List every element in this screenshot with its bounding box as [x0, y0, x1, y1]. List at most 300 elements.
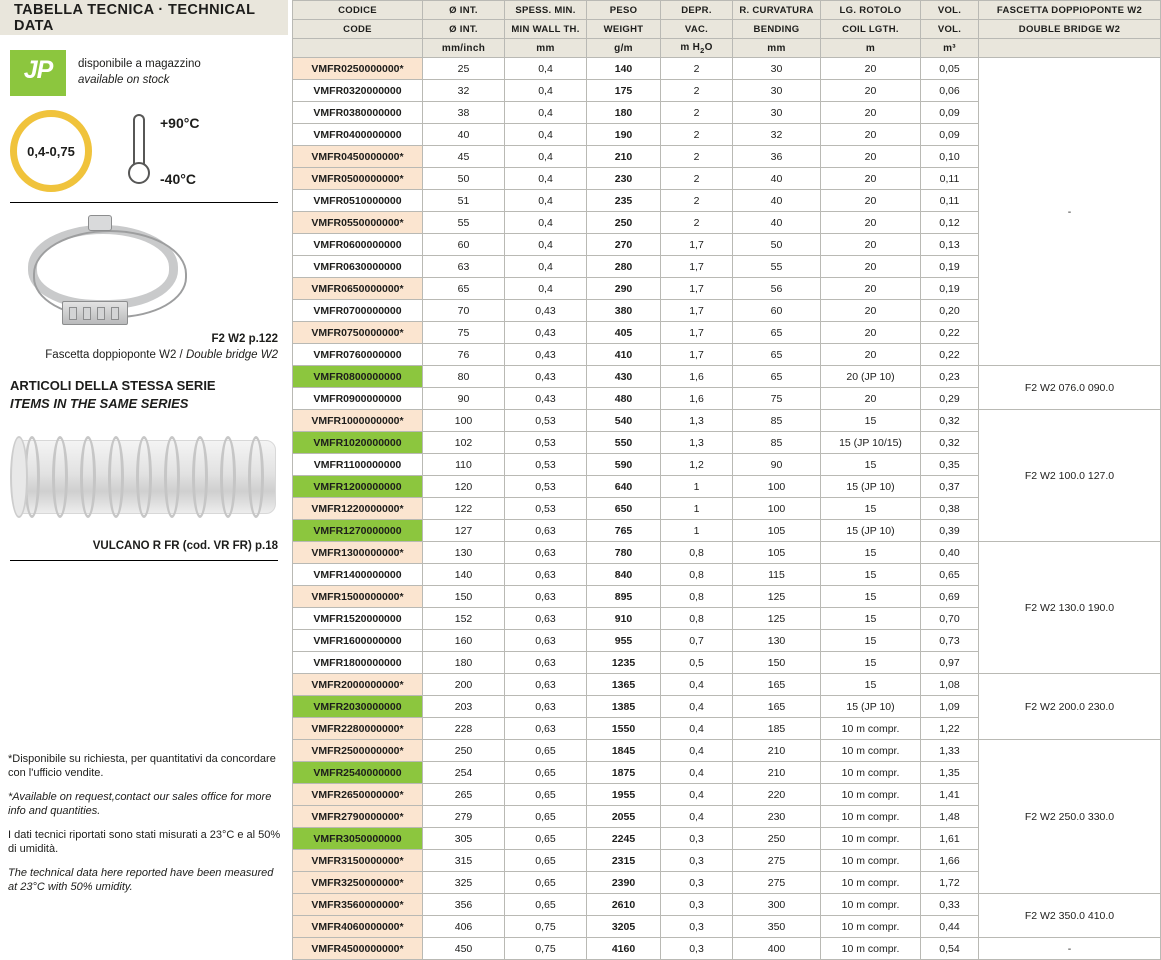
col-header-it-2: SPESS. MIN.	[505, 1, 587, 20]
cell-inner-diameter: 122	[423, 498, 505, 520]
cell-wall-thickness: 0,65	[505, 784, 587, 806]
cell-vacuum: 1,7	[661, 234, 733, 256]
cell-volume: 0,06	[921, 80, 979, 102]
cell-wall-thickness: 0,4	[505, 58, 587, 80]
cell-wall-thickness: 0,53	[505, 476, 587, 498]
cell-inner-diameter: 51	[423, 190, 505, 212]
cell-coil-length: 10 m compr.	[821, 762, 921, 784]
clamp-caption	[0, 331, 278, 363]
col-header-unit-5: mm	[733, 39, 821, 58]
cell-inner-diameter: 250	[423, 740, 505, 762]
cell-code: VMFR2280000000*	[293, 718, 423, 740]
cell-coil-length: 20	[821, 58, 921, 80]
col-header-unit-8	[979, 39, 1161, 58]
footnote-2: *Available on request,contact our sales office for more info and quantities.	[8, 790, 272, 818]
cell-volume: 0,38	[921, 498, 979, 520]
cell-vacuum: 1,6	[661, 366, 733, 388]
cell-bending-radius: 36	[733, 146, 821, 168]
series-heading	[10, 377, 288, 412]
table-row	[293, 938, 1161, 960]
cell-coil-length: 15	[821, 410, 921, 432]
cell-inner-diameter: 315	[423, 850, 505, 872]
cell-volume: 0,70	[921, 608, 979, 630]
cell-inner-diameter: 356	[423, 894, 505, 916]
cell-vacuum: 0,5	[661, 652, 733, 674]
cell-code: VMFR1400000000	[293, 564, 423, 586]
cell-bending-radius: 100	[733, 476, 821, 498]
cell-weight: 3205	[587, 916, 661, 938]
cell-volume: 0,11	[921, 168, 979, 190]
cell-code: VMFR3250000000*	[293, 872, 423, 894]
cell-coil-length: 20	[821, 212, 921, 234]
col-header-unit-0	[293, 39, 423, 58]
cell-code: VMFR0630000000	[293, 256, 423, 278]
cell-weight: 1385	[587, 696, 661, 718]
col-header-unit-1: mm/inch	[423, 39, 505, 58]
cell-wall-thickness: 0,63	[505, 520, 587, 542]
cell-code: VMFR0320000000	[293, 80, 423, 102]
col-header-unit-3: g/m	[587, 39, 661, 58]
cell-code: VMFR1200000000	[293, 476, 423, 498]
col-header-en-5: BENDING	[733, 20, 821, 39]
cell-bending-radius: 65	[733, 322, 821, 344]
col-header-en-7: VOL.	[921, 20, 979, 39]
cell-inner-diameter: 406	[423, 916, 505, 938]
cell-inner-diameter: 140	[423, 564, 505, 586]
cell-code: VMFR2650000000*	[293, 784, 423, 806]
clamp-caption-en: Double bridge W2	[185, 349, 278, 362]
cell-bending-radius: 65	[733, 344, 821, 366]
cell-wall-thickness: 0,4	[505, 278, 587, 300]
cell-wall-thickness: 0,53	[505, 432, 587, 454]
table-head	[293, 1, 1161, 58]
cell-weight: 955	[587, 630, 661, 652]
cell-inner-diameter: 65	[423, 278, 505, 300]
cell-coil-length: 10 m compr.	[821, 916, 921, 938]
cell-coil-length: 15 (JP 10/15)	[821, 432, 921, 454]
cell-coil-length: 15	[821, 564, 921, 586]
cell-volume: 0,19	[921, 278, 979, 300]
panel-title-bar	[0, 0, 288, 38]
col-header-it-6: LG. ROTOLO	[821, 1, 921, 20]
cell-weight: 280	[587, 256, 661, 278]
cell-inner-diameter: 50	[423, 168, 505, 190]
cell-wall-thickness: 0,63	[505, 542, 587, 564]
cell-weight: 410	[587, 344, 661, 366]
col-header-en-6: COIL LGTH.	[821, 20, 921, 39]
cell-volume: 0,23	[921, 366, 979, 388]
cell-wall-thickness: 0,4	[505, 256, 587, 278]
cell-wall-thickness: 0,75	[505, 938, 587, 960]
cell-vacuum: 1,3	[661, 432, 733, 454]
cell-coil-length: 20	[821, 300, 921, 322]
cell-wall-thickness: 0,65	[505, 806, 587, 828]
table-row	[293, 542, 1161, 564]
cell-weight: 1550	[587, 718, 661, 740]
cell-volume: 1,41	[921, 784, 979, 806]
cell-code: VMFR4060000000*	[293, 916, 423, 938]
cell-bending-radius: 56	[733, 278, 821, 300]
cell-vacuum: 1,7	[661, 344, 733, 366]
cell-weight: 230	[587, 168, 661, 190]
cell-weight: 650	[587, 498, 661, 520]
cell-weight: 780	[587, 542, 661, 564]
cell-vacuum: 0,3	[661, 894, 733, 916]
cell-bending-radius: 40	[733, 168, 821, 190]
cell-vacuum: 1	[661, 498, 733, 520]
cell-coil-length: 20	[821, 322, 921, 344]
technical-table	[292, 0, 1161, 960]
cell-inner-diameter: 25	[423, 58, 505, 80]
cell-weight: 290	[587, 278, 661, 300]
cell-bending-radius: 30	[733, 80, 821, 102]
clamp-caption-it: Fascetta doppioponte W2 /	[45, 349, 183, 362]
cell-inner-diameter: 32	[423, 80, 505, 102]
cell-bending-radius: 32	[733, 124, 821, 146]
cell-bending-radius: 40	[733, 190, 821, 212]
cell-vacuum: 0,8	[661, 586, 733, 608]
table-row	[293, 410, 1161, 432]
cell-wall-thickness: 0,4	[505, 80, 587, 102]
clamp-caption-code: F2 W2 p.122	[211, 333, 278, 345]
thermometer-icon	[126, 114, 152, 188]
cell-coil-length: 15	[821, 652, 921, 674]
cell-volume: 0,40	[921, 542, 979, 564]
cell-wall-thickness: 0,65	[505, 740, 587, 762]
cell-code: VMFR1100000000	[293, 454, 423, 476]
cell-coil-length: 10 m compr.	[821, 806, 921, 828]
cell-coil-length: 20	[821, 146, 921, 168]
cell-bending-radius: 65	[733, 366, 821, 388]
cell-wall-thickness: 0,53	[505, 498, 587, 520]
cell-coil-length: 20	[821, 168, 921, 190]
cell-vacuum: 1,2	[661, 454, 733, 476]
cell-weight: 1955	[587, 784, 661, 806]
cell-weight: 2245	[587, 828, 661, 850]
cell-inner-diameter: 75	[423, 322, 505, 344]
table-row	[293, 894, 1161, 916]
cell-vacuum: 1,3	[661, 410, 733, 432]
cell-coil-length: 20	[821, 234, 921, 256]
cell-coil-length: 15	[821, 630, 921, 652]
cell-vacuum: 1,7	[661, 256, 733, 278]
cell-vacuum: 2	[661, 190, 733, 212]
cell-coil-length: 20	[821, 278, 921, 300]
temp-max-label: +90°C	[160, 115, 200, 131]
cell-code: VMFR0510000000	[293, 190, 423, 212]
col-header-it-0: CODICE	[293, 1, 423, 20]
cell-bending-radius: 100	[733, 498, 821, 520]
cell-bending-radius: 55	[733, 256, 821, 278]
cell-weight: 540	[587, 410, 661, 432]
cell-vacuum: 0,4	[661, 806, 733, 828]
cell-bending-radius: 105	[733, 520, 821, 542]
cell-weight: 2055	[587, 806, 661, 828]
footnote-3: I dati tecnici riportati sono stati misurati a 23°C e al 50% di umidità.	[8, 828, 281, 856]
cell-volume: 0,12	[921, 212, 979, 234]
cell-vacuum: 2	[661, 80, 733, 102]
cell-code: VMFR1300000000*	[293, 542, 423, 564]
cell-bending-radius: 165	[733, 674, 821, 696]
cell-weight: 430	[587, 366, 661, 388]
cell-volume: 1,66	[921, 850, 979, 872]
wall-thickness-badge: 0,4-0,75	[10, 110, 92, 192]
cell-volume: 0,22	[921, 322, 979, 344]
cell-volume: 0,44	[921, 916, 979, 938]
cell-inner-diameter: 70	[423, 300, 505, 322]
cell-coil-length: 20	[821, 80, 921, 102]
cell-wall-thickness: 0,63	[505, 696, 587, 718]
cell-bending-radius: 30	[733, 58, 821, 80]
table-row	[293, 366, 1161, 388]
cell-code: VMFR3560000000*	[293, 894, 423, 916]
cell-wall-thickness: 0,53	[505, 454, 587, 476]
cell-double-bridge-clamp: F2 W2 130.0 190.0	[979, 542, 1161, 674]
technical-table-wrapper	[292, 0, 1160, 955]
specs-block	[0, 100, 288, 196]
cell-volume: 1,35	[921, 762, 979, 784]
cell-inner-diameter: 180	[423, 652, 505, 674]
cell-wall-thickness: 0,53	[505, 410, 587, 432]
cell-double-bridge-clamp: F2 W2 076.0 090.0	[979, 366, 1161, 410]
footnotes	[8, 752, 282, 904]
cell-wall-thickness: 0,4	[505, 102, 587, 124]
cell-vacuum: 0,3	[661, 938, 733, 960]
cell-coil-length: 20 (JP 10)	[821, 366, 921, 388]
cell-weight: 2315	[587, 850, 661, 872]
jp-logo-label: JP	[23, 56, 53, 84]
cell-code: VMFR1600000000	[293, 630, 423, 652]
series-heading-en: ITEMS IN THE SAME SERIES	[10, 395, 189, 411]
availability-text	[78, 57, 201, 88]
cell-double-bridge-clamp: -	[979, 938, 1161, 960]
cell-bending-radius: 90	[733, 454, 821, 476]
cell-coil-length: 10 m compr.	[821, 718, 921, 740]
cell-weight: 590	[587, 454, 661, 476]
cell-wall-thickness: 0,43	[505, 344, 587, 366]
cell-weight: 4160	[587, 938, 661, 960]
cell-volume: 1,61	[921, 828, 979, 850]
cell-double-bridge-clamp: -	[979, 58, 1161, 366]
cell-bending-radius: 150	[733, 652, 821, 674]
col-header-en-1: Ø INT.	[423, 20, 505, 39]
cell-inner-diameter: 325	[423, 872, 505, 894]
cell-bending-radius: 85	[733, 410, 821, 432]
cell-bending-radius: 275	[733, 850, 821, 872]
cell-coil-length: 15	[821, 674, 921, 696]
col-header-it-5: R. CURVATURA	[733, 1, 821, 20]
cell-weight: 405	[587, 322, 661, 344]
cell-coil-length: 10 m compr.	[821, 784, 921, 806]
clamp-image	[10, 211, 278, 329]
cell-coil-length: 20	[821, 124, 921, 146]
cell-inner-diameter: 127	[423, 520, 505, 542]
table-body	[293, 58, 1161, 960]
col-header-it-7: VOL.	[921, 1, 979, 20]
cell-coil-length: 10 m compr.	[821, 872, 921, 894]
cell-wall-thickness: 0,4	[505, 190, 587, 212]
cell-bending-radius: 40	[733, 212, 821, 234]
cell-vacuum: 0,7	[661, 630, 733, 652]
cell-code: VMFR4500000000*	[293, 938, 423, 960]
cell-coil-length: 20	[821, 388, 921, 410]
cell-weight: 140	[587, 58, 661, 80]
cell-wall-thickness: 0,4	[505, 168, 587, 190]
cell-weight: 1875	[587, 762, 661, 784]
cell-wall-thickness: 0,43	[505, 366, 587, 388]
cell-wall-thickness: 0,65	[505, 850, 587, 872]
cell-inner-diameter: 160	[423, 630, 505, 652]
cell-code: VMFR1500000000*	[293, 586, 423, 608]
cell-vacuum: 0,3	[661, 828, 733, 850]
divider-2	[10, 560, 278, 561]
col-header-it-3: PESO	[587, 1, 661, 20]
cell-wall-thickness: 0,65	[505, 872, 587, 894]
cell-volume: 0,20	[921, 300, 979, 322]
cell-inner-diameter: 254	[423, 762, 505, 784]
cell-code: VMFR0650000000*	[293, 278, 423, 300]
cell-bending-radius: 125	[733, 608, 821, 630]
cell-code: VMFR0400000000	[293, 124, 423, 146]
cell-code: VMFR0550000000*	[293, 212, 423, 234]
cell-weight: 2390	[587, 872, 661, 894]
cell-wall-thickness: 0,63	[505, 564, 587, 586]
cell-weight: 480	[587, 388, 661, 410]
cell-vacuum: 2	[661, 124, 733, 146]
cell-code: VMFR2790000000*	[293, 806, 423, 828]
cell-inner-diameter: 60	[423, 234, 505, 256]
cell-vacuum: 1,7	[661, 300, 733, 322]
cell-wall-thickness: 0,63	[505, 608, 587, 630]
cell-wall-thickness: 0,4	[505, 212, 587, 234]
cell-inner-diameter: 45	[423, 146, 505, 168]
cell-bending-radius: 230	[733, 806, 821, 828]
cell-inner-diameter: 200	[423, 674, 505, 696]
cell-volume: 0,97	[921, 652, 979, 674]
cell-volume: 1,48	[921, 806, 979, 828]
cell-weight: 1365	[587, 674, 661, 696]
cell-code: VMFR2000000000*	[293, 674, 423, 696]
cell-wall-thickness: 0,43	[505, 300, 587, 322]
cell-coil-length: 15	[821, 454, 921, 476]
cell-vacuum: 1	[661, 476, 733, 498]
jp-logo	[10, 50, 66, 96]
cell-inner-diameter: 100	[423, 410, 505, 432]
cell-weight: 550	[587, 432, 661, 454]
cell-bending-radius: 275	[733, 872, 821, 894]
col-header-it-1: Ø INT.	[423, 1, 505, 20]
cell-volume: 0,33	[921, 894, 979, 916]
cell-coil-length: 10 m compr.	[821, 938, 921, 960]
temp-min-label: -40°C	[160, 171, 196, 187]
cell-weight: 210	[587, 146, 661, 168]
cell-bending-radius: 300	[733, 894, 821, 916]
cell-vacuum: 1,7	[661, 322, 733, 344]
cell-volume: 0,05	[921, 58, 979, 80]
cell-vacuum: 2	[661, 212, 733, 234]
cell-coil-length: 15	[821, 608, 921, 630]
series-heading-it: ARTICOLI DELLA STESSA SERIE	[10, 378, 216, 394]
cell-vacuum: 0,3	[661, 916, 733, 938]
cell-coil-length: 10 m compr.	[821, 894, 921, 916]
table-row	[293, 740, 1161, 762]
cell-wall-thickness: 0,4	[505, 124, 587, 146]
cell-code: VMFR0760000000	[293, 344, 423, 366]
cell-vacuum: 0,3	[661, 872, 733, 894]
cell-code: VMFR1800000000	[293, 652, 423, 674]
cell-bending-radius: 210	[733, 740, 821, 762]
cell-volume: 0,11	[921, 190, 979, 212]
cell-volume: 0,13	[921, 234, 979, 256]
cell-bending-radius: 220	[733, 784, 821, 806]
divider-1	[10, 202, 278, 203]
cell-inner-diameter: 450	[423, 938, 505, 960]
cell-weight: 765	[587, 520, 661, 542]
cell-weight: 1845	[587, 740, 661, 762]
cell-volume: 0,10	[921, 146, 979, 168]
cell-double-bridge-clamp: F2 W2 200.0 230.0	[979, 674, 1161, 740]
cell-code: VMFR0600000000	[293, 234, 423, 256]
header-row-en	[293, 20, 1161, 39]
availability-en: available on stock	[78, 74, 170, 86]
cell-inner-diameter: 38	[423, 102, 505, 124]
cell-coil-length: 15 (JP 10)	[821, 520, 921, 542]
cell-vacuum: 0,4	[661, 696, 733, 718]
cell-wall-thickness: 0,65	[505, 762, 587, 784]
cell-volume: 0,39	[921, 520, 979, 542]
cell-coil-length: 10 m compr.	[821, 828, 921, 850]
cell-wall-thickness: 0,4	[505, 146, 587, 168]
cell-vacuum: 0,3	[661, 850, 733, 872]
cell-code: VMFR1520000000	[293, 608, 423, 630]
cell-volume: 1,08	[921, 674, 979, 696]
footnote-4: The technical data here reported have been measured at 23°C with 50% umidity.	[8, 866, 274, 894]
cell-bending-radius: 350	[733, 916, 821, 938]
cell-wall-thickness: 0,63	[505, 630, 587, 652]
left-info-panel	[0, 0, 290, 912]
cell-bending-radius: 125	[733, 586, 821, 608]
cell-weight: 640	[587, 476, 661, 498]
availability-block	[0, 38, 288, 100]
cell-inner-diameter: 110	[423, 454, 505, 476]
col-header-it-8: FASCETTA DOPPIOPONTE W2	[979, 1, 1161, 20]
cell-volume: 1,33	[921, 740, 979, 762]
cell-inner-diameter: 63	[423, 256, 505, 278]
cell-wall-thickness: 0,75	[505, 916, 587, 938]
cell-weight: 910	[587, 608, 661, 630]
cell-inner-diameter: 279	[423, 806, 505, 828]
col-header-unit-6: m	[821, 39, 921, 58]
cell-vacuum: 1,6	[661, 388, 733, 410]
cell-vacuum: 1,7	[661, 278, 733, 300]
col-header-unit-4: m $H_2O$	[661, 39, 733, 58]
cell-vacuum: 0,4	[661, 762, 733, 784]
cell-coil-length: 15	[821, 498, 921, 520]
cell-weight: 250	[587, 212, 661, 234]
cell-bending-radius: 130	[733, 630, 821, 652]
cell-wall-thickness: 0,65	[505, 828, 587, 850]
cell-coil-length: 20	[821, 102, 921, 124]
cell-code: VMFR0380000000	[293, 102, 423, 124]
cell-coil-length: 15 (JP 10)	[821, 476, 921, 498]
cell-wall-thickness: 0,4	[505, 234, 587, 256]
cell-code: VMFR2540000000	[293, 762, 423, 784]
hose-caption: VULCANO R FR (cod. VR FR) p.18	[92, 540, 278, 553]
cell-vacuum: 2	[661, 168, 733, 190]
cell-volume: 0,29	[921, 388, 979, 410]
temperature-range	[126, 114, 199, 188]
cell-bending-radius: 250	[733, 828, 821, 850]
